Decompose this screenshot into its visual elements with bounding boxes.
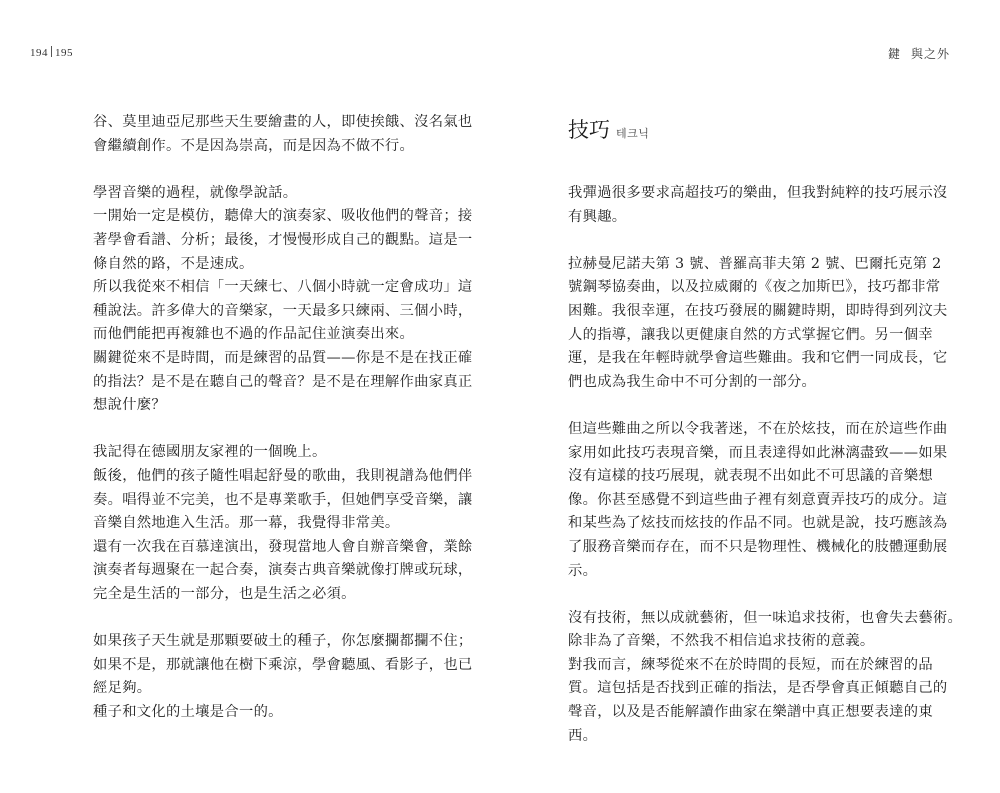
text-line: 條自然的路，不是速成。 <box>93 255 254 272</box>
text-line: 示。 <box>568 562 598 579</box>
text-line: 還有一次我在百慕達演出，發現當地人會自辦音樂會，業餘 <box>93 538 473 555</box>
text-line: 但這些難曲之所以令我著迷，不在於炫技，而在於這些作曲 <box>568 420 948 437</box>
text-line: 飯後，他們的孩子隨性唱起舒曼的歌曲，我則視譜為他們伴 <box>93 467 473 484</box>
text-line: 運，是我在年輕時就學會這些難曲。我和它們一同成長，它 <box>568 350 948 367</box>
text-line: 除非為了音樂，不然我不相信追求技術的意義。 <box>568 633 875 650</box>
text-line: 號鋼琴協奏曲，以及拉威爾的《夜之加斯巴》，技巧都非常 <box>568 279 941 296</box>
running-head <box>888 45 950 62</box>
running-head-part-b: 與之外 <box>910 47 950 61</box>
text-line: 種子和文化的土壤是合一的。 <box>93 703 283 720</box>
chapter-title-korean: 테크닉 <box>616 127 650 140</box>
chapter-title <box>568 114 649 144</box>
paragraph <box>568 253 948 395</box>
paragraph-spacer <box>568 394 913 418</box>
chapter-title-text: 技巧 <box>568 118 610 142</box>
paragraph <box>568 182 948 229</box>
text-line: 學習音樂的過程，就像學說話。 <box>93 184 298 201</box>
text-line: 如果孩子天生就是那顆要破土的種子，你怎麼攔都攔不住； <box>93 633 473 650</box>
text-line: 著學會看譜、分析；最後，才慢慢形成自己的觀點。這是一 <box>93 231 473 248</box>
folio-divider <box>51 46 52 57</box>
text-line: 質。這包括是否找到正確的指法，是否學會真正傾聽自己的 <box>568 680 948 697</box>
paragraph-spacer <box>568 583 913 607</box>
text-line: 想說什麼？ <box>93 397 166 414</box>
text-line: 的指法？是不是在聽自己的聲音？是不是在理解作曲家真正 <box>93 373 473 390</box>
paragraph <box>93 182 473 418</box>
text-line: 會繼續創作。不是因為崇高，而是因為不做不行。 <box>93 137 415 154</box>
text-line: 聲音，以及是否能解讀作曲家在樂譜中真正想要表達的東 <box>568 704 933 721</box>
paragraph-spacer <box>93 418 438 442</box>
paragraph-spacer <box>93 158 438 182</box>
text-line: 我記得在德國朋友家裡的一個晚上。 <box>93 444 327 461</box>
text-line: 經足夠。 <box>93 680 152 697</box>
text-line: 像。你甚至感覺不到這些曲子裡有刻意賣弄技巧的成分。這 <box>568 491 948 508</box>
folio-left: 194 <box>30 47 48 59</box>
text-line: 沒有技術，無以成就藝術，但一味追求技術，也會失去藝術。 <box>568 609 963 626</box>
text-line: 完全是生活的一部分，也是生活之必須。 <box>93 585 356 602</box>
text-line: 沒有這樣的技巧展現，就表現不出如此不可思議的音樂想 <box>568 468 933 485</box>
text-line: 演奏者每週聚在一起合奏，演奏古典音樂就像打牌或玩球， <box>93 562 473 579</box>
text-line: 家用如此技巧表現音樂，而且表達得如此淋漓盡致——如果 <box>568 444 948 461</box>
text-line: 困難。我很幸運，在技巧發展的關鍵時期，即時得到列汶夫 <box>568 302 948 319</box>
text-line: 奏。唱得並不完美，也不是專業歌手，但她們享受音樂，讓 <box>93 491 473 508</box>
paragraph <box>93 441 473 606</box>
paragraph-spacer <box>93 606 438 630</box>
text-line: 人的指導，讓我以更健康自然的方式掌握它們。另一個幸 <box>568 326 933 343</box>
text-line: 西。 <box>568 727 598 744</box>
paragraph <box>93 630 473 724</box>
page-numbers <box>30 46 73 59</box>
paragraph-spacer <box>568 229 913 253</box>
running-head-part-a: 鍵 <box>887 47 901 61</box>
folio-right: 195 <box>55 47 73 59</box>
text-line: 拉赫曼尼諾夫第 3 號、普羅高菲夫第 2 號、巴爾托克第 2 <box>568 255 942 272</box>
right-page-body <box>568 182 963 748</box>
paragraph <box>568 418 948 583</box>
text-line: 種說法。許多偉大的音樂家，一天最多只練兩、三個小時， <box>93 302 473 319</box>
text-line: 關鍵從來不是時間，而是練習的品質——你是不是在找正確 <box>93 349 473 366</box>
text-line: 有興趣。 <box>568 208 627 225</box>
text-line: 音樂自然地進入生活。那一幕，我覺得非常美。 <box>93 515 400 532</box>
text-line: 和某些為了炫技而炫技的作品不同。也就是說，技巧應該為 <box>568 515 948 532</box>
left-page-body <box>93 111 473 724</box>
text-line: 谷、莫里迪亞尼那些天生要繪畫的人，即使挨餓、沒名氣也 <box>93 114 473 130</box>
paragraph <box>93 111 473 158</box>
text-line: 所以我從來不相信「一天練七、八個小時就一定會成功」這 <box>93 279 473 296</box>
text-line: 了服務音樂而存在，而不只是物理性、機械化的肢體運動展 <box>568 538 948 555</box>
paragraph <box>568 607 963 749</box>
text-line: 如果不是，那就讓他在樹下乘涼，學會聽風、看影子，也已 <box>93 656 473 673</box>
text-line: 我彈過很多要求高超技巧的樂曲，但我對純粹的技巧展示沒 <box>568 185 948 201</box>
text-line: 對我而言，練琴從來不在於時間的長短，而在於練習的品 <box>568 656 933 673</box>
text-line: 一開始一定是模仿，聽偉大的演奏家、吸收他們的聲音；接 <box>93 208 473 225</box>
text-line: 們也成為我生命中不可分割的一部分。 <box>568 373 817 390</box>
text-line: 而他們能把再複雜也不過的作品記住並演奏出來。 <box>93 326 415 343</box>
